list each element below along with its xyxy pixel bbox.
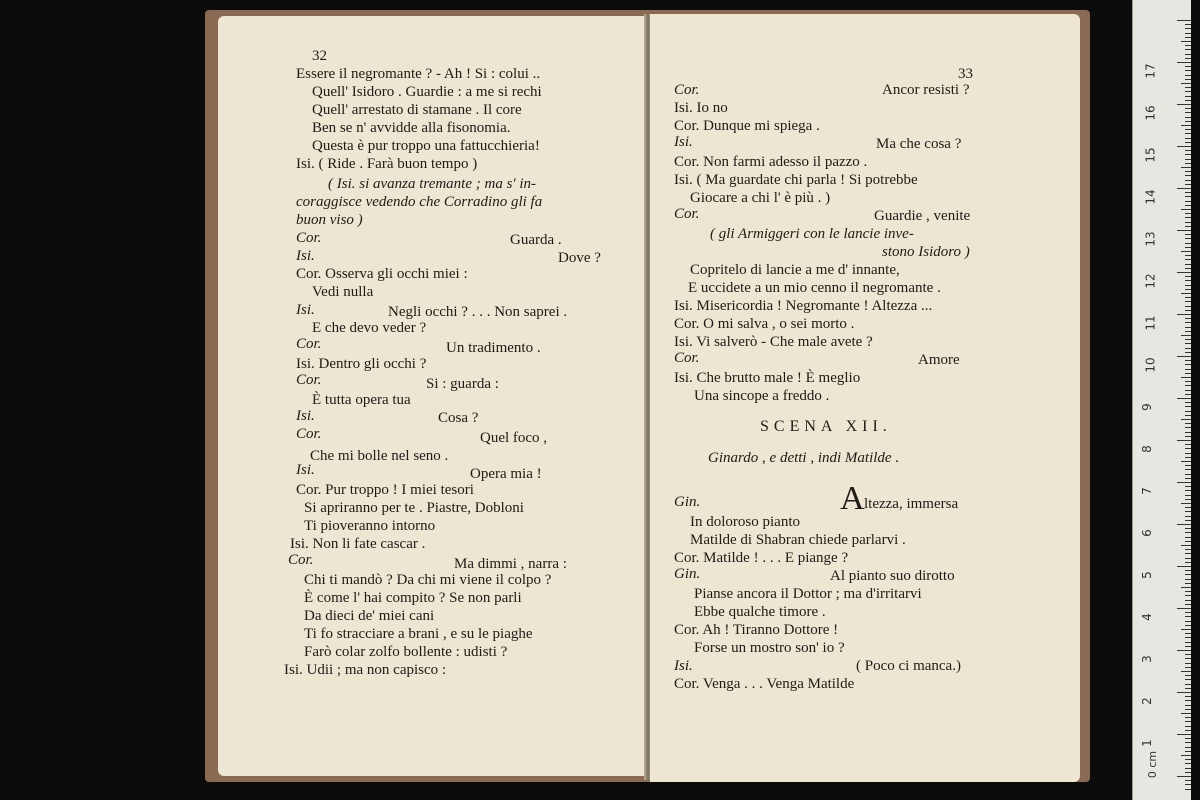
ruler-tick xyxy=(1177,272,1191,273)
ruler-number: 12 xyxy=(1143,273,1158,289)
text-line: Ebbe qualche timore . xyxy=(694,604,826,620)
ruler-number: 13 xyxy=(1143,231,1158,247)
text-line: Isi. Non li fate cascar . xyxy=(290,536,426,552)
ruler-tick xyxy=(1185,184,1191,185)
ruler-tick xyxy=(1177,482,1191,483)
speaker-label: Cor. xyxy=(296,336,322,352)
ruler-tick xyxy=(1185,24,1191,25)
ruler-tick xyxy=(1185,751,1191,752)
right-page xyxy=(650,14,1080,782)
ruler-tick xyxy=(1185,226,1191,227)
ruler-tick xyxy=(1185,742,1191,743)
ruler-number: 10 xyxy=(1143,357,1158,373)
text-line: Quel foco , xyxy=(480,430,548,446)
speaker-label: Cor. xyxy=(674,82,700,98)
ruler-tick xyxy=(1181,125,1191,126)
ruler-tick xyxy=(1185,58,1191,59)
text-line: Si apriranno per te . Piastre, Dobloni xyxy=(304,500,524,516)
speaker-label: Cor. xyxy=(296,230,322,246)
ruler-tick xyxy=(1185,196,1191,197)
text-line: Forse un mostro son' io ? xyxy=(694,640,845,656)
ruler-tick xyxy=(1185,717,1191,718)
text-line: È tutta opera tua xyxy=(312,392,411,408)
ruler-number: 3 xyxy=(1139,655,1154,663)
ruler-tick xyxy=(1185,768,1191,769)
ruler-tick xyxy=(1185,415,1191,416)
ruler-tick xyxy=(1185,301,1191,302)
ruler-tick xyxy=(1185,373,1191,374)
ruler-tick xyxy=(1185,453,1191,454)
ruler-tick xyxy=(1181,83,1191,84)
scene-subtitle: Ginardo , e detti , indi Matilde . xyxy=(708,450,900,466)
ruler-tick xyxy=(1185,612,1191,613)
ruler-tick xyxy=(1185,730,1191,731)
ruler-tick xyxy=(1185,121,1191,122)
ruler-tick xyxy=(1185,537,1191,538)
ruler-tick xyxy=(1185,478,1191,479)
ruler-tick xyxy=(1181,713,1191,714)
text-line: Farò colar zolfo bollente : udisti ? xyxy=(304,644,508,660)
ruler-tick xyxy=(1185,549,1191,550)
stage-direction: stono Isidoro ) xyxy=(882,244,970,260)
ruler-tick xyxy=(1185,772,1191,773)
ruler-tick xyxy=(1185,507,1191,508)
ruler-tick xyxy=(1185,117,1191,118)
ruler-number: 4 xyxy=(1139,613,1154,621)
speaker-label: Gin. xyxy=(674,566,701,582)
ruler-tick xyxy=(1185,138,1191,139)
ruler-tick xyxy=(1185,637,1191,638)
ruler-number: 15 xyxy=(1143,147,1158,163)
ruler-tick xyxy=(1185,70,1191,71)
ruler-tick xyxy=(1185,390,1191,391)
ruler-tick xyxy=(1185,343,1191,344)
text-line: Ti fo stracciare a brani , e su le piaghe xyxy=(304,626,533,642)
ruler-tick xyxy=(1177,398,1191,399)
ruler-tick xyxy=(1185,213,1191,214)
ruler-tick xyxy=(1185,423,1191,424)
ruler-tick xyxy=(1185,276,1191,277)
text-line: Ancor resisti ? xyxy=(882,82,970,98)
ruler-unit-label: 0 cm xyxy=(1146,750,1160,779)
ruler-tick xyxy=(1181,41,1191,42)
ruler-tick xyxy=(1185,201,1191,202)
ruler-tick xyxy=(1185,205,1191,206)
ruler-tick xyxy=(1185,444,1191,445)
ruler-tick xyxy=(1185,142,1191,143)
ruler-tick xyxy=(1185,684,1191,685)
text-line: Guardie , venite xyxy=(874,208,971,224)
text-line: Essere il negromante ? - Ah ! Si : colui .. xyxy=(296,66,541,82)
text-line: Isi. Udii ; ma non capisco : xyxy=(284,662,447,678)
ruler-tick xyxy=(1185,28,1191,29)
ruler-number: 17 xyxy=(1143,63,1158,79)
ruler-tick xyxy=(1185,369,1191,370)
ruler-tick xyxy=(1185,499,1191,500)
ruler-tick xyxy=(1185,112,1191,113)
ruler-tick xyxy=(1185,285,1191,286)
ruler-tick xyxy=(1177,734,1191,735)
ruler-tick xyxy=(1185,591,1191,592)
ruler-tick xyxy=(1177,314,1191,315)
text-line: Isi. Dentro gli occhi ? xyxy=(296,356,427,372)
ruler-tick xyxy=(1181,587,1191,588)
ruler-tick xyxy=(1181,167,1191,168)
ruler-tick xyxy=(1185,133,1191,134)
text-line: Pianse ancora il Dottor ; ma d'irritarvi xyxy=(694,586,922,602)
ruler-tick xyxy=(1185,327,1191,328)
ruler-tick xyxy=(1185,268,1191,269)
ruler-tick xyxy=(1177,146,1191,147)
ruler-number: 6 xyxy=(1139,529,1154,537)
ruler-tick xyxy=(1181,629,1191,630)
ruler-number: 1 xyxy=(1139,739,1154,747)
ruler-tick xyxy=(1185,511,1191,512)
ruler-tick xyxy=(1185,621,1191,622)
ruler-tick xyxy=(1181,377,1191,378)
ruler-tick xyxy=(1185,469,1191,470)
text-line: Cor. Matilde ! . . . E piange ? xyxy=(674,550,849,566)
speaker-label: Isi. xyxy=(296,462,315,478)
ruler-tick xyxy=(1185,570,1191,571)
ruler-tick xyxy=(1185,789,1191,790)
ruler-tick xyxy=(1177,188,1191,189)
ruler-tick xyxy=(1185,280,1191,281)
ruler-tick xyxy=(1177,566,1191,567)
ruler-tick xyxy=(1185,688,1191,689)
ruler-tick xyxy=(1185,49,1191,50)
text-line: Cor. Pur troppo ! I miei tesori xyxy=(296,482,474,498)
ruler-tick xyxy=(1185,516,1191,517)
page-number: 33 xyxy=(958,66,973,82)
ruler-tick xyxy=(1181,335,1191,336)
speaker-label: Isi. xyxy=(296,408,315,424)
ruler-tick xyxy=(1185,171,1191,172)
text-line: Cor. Osserva gli occhi miei : xyxy=(296,266,468,282)
ruler-tick xyxy=(1185,247,1191,248)
ruler-tick xyxy=(1185,658,1191,659)
text-line: Una sincope a freddo . xyxy=(694,388,830,404)
ruler-tick xyxy=(1177,356,1191,357)
ruler-tick xyxy=(1185,364,1191,365)
text-line: Ma dimmi , narra : xyxy=(454,556,567,572)
ruler-tick xyxy=(1185,54,1191,55)
ruler-tick xyxy=(1185,558,1191,559)
ruler-tick xyxy=(1185,360,1191,361)
ruler-tick xyxy=(1185,759,1191,760)
ruler-number: 8 xyxy=(1139,445,1154,453)
text-line: Dove ? xyxy=(558,250,601,266)
ruler-number: 11 xyxy=(1143,315,1158,331)
ruler-tick xyxy=(1185,159,1191,160)
speaker-label: Cor. xyxy=(288,552,314,568)
ruler-tick xyxy=(1177,524,1191,525)
text-line: Ben se n' avvidde alla fisonomia. xyxy=(312,120,511,136)
ruler-tick xyxy=(1185,96,1191,97)
ruler-tick xyxy=(1185,79,1191,80)
ruler-tick xyxy=(1185,532,1191,533)
speaker-label: Cor. xyxy=(296,372,322,388)
ruler-tick xyxy=(1185,339,1191,340)
ruler-tick xyxy=(1185,604,1191,605)
ruler-number: 16 xyxy=(1143,105,1158,121)
ruler-tick xyxy=(1185,100,1191,101)
ruler-tick xyxy=(1185,633,1191,634)
text-line: Amore xyxy=(918,352,960,368)
ruler-tick xyxy=(1185,352,1191,353)
speaker-label: Gin. xyxy=(674,494,701,510)
ruler-tick xyxy=(1185,259,1191,260)
ruler-tick xyxy=(1185,600,1191,601)
text-line: Questa è pur troppo una fattucchieria! xyxy=(312,138,540,154)
text-line: E uccidete a un mio cenno il negromante . xyxy=(688,280,941,296)
ruler-tick xyxy=(1177,650,1191,651)
ruler-tick xyxy=(1177,608,1191,609)
ruler-tick xyxy=(1185,642,1191,643)
ruler-tick xyxy=(1185,381,1191,382)
ruler-tick xyxy=(1185,625,1191,626)
speaker-label: Isi. xyxy=(296,302,315,318)
text-line: Quell' arrestato di stamane . Il core xyxy=(312,102,522,118)
left-page xyxy=(218,16,646,776)
ruler-tick xyxy=(1185,700,1191,701)
text-line: Isi. Che brutto male ! È meglio xyxy=(674,370,861,386)
speaker-label: Cor. xyxy=(296,426,322,442)
stage-direction: buon viso ) xyxy=(296,212,363,228)
ruler-tick xyxy=(1185,402,1191,403)
ruler-tick xyxy=(1185,705,1191,706)
ruler-tick xyxy=(1185,91,1191,92)
ruler-tick xyxy=(1185,432,1191,433)
ruler-tick xyxy=(1177,104,1191,105)
ruler-tick xyxy=(1185,411,1191,412)
text-line: In doloroso pianto xyxy=(690,514,800,530)
text-line: Si : guarda : xyxy=(426,376,499,392)
ruler-tick xyxy=(1185,474,1191,475)
ruler-tick xyxy=(1185,654,1191,655)
text-line: Quell' Isidoro . Guardie : a me si rechi xyxy=(312,84,542,100)
ruler-tick xyxy=(1185,348,1191,349)
ruler-tick xyxy=(1185,394,1191,395)
text-line: Opera mia ! xyxy=(470,466,542,482)
ruler-tick xyxy=(1181,419,1191,420)
text-line: È come l' hai compito ? Se non parli xyxy=(304,590,522,606)
ruler-tick xyxy=(1185,726,1191,727)
ruler-tick xyxy=(1185,574,1191,575)
ruler-tick xyxy=(1177,776,1191,777)
ruler-tick xyxy=(1185,243,1191,244)
ruler-tick xyxy=(1185,66,1191,67)
ruler-tick xyxy=(1185,465,1191,466)
ruler-tick xyxy=(1185,675,1191,676)
ruler-tick xyxy=(1185,37,1191,38)
text-line: Copritelo di lancie a me d' innante, xyxy=(690,262,900,278)
ruler-tick xyxy=(1185,255,1191,256)
ruler-tick xyxy=(1185,87,1191,88)
ruler-number: 5 xyxy=(1139,571,1154,579)
ruler-tick xyxy=(1185,528,1191,529)
text-line: E che devo veder ? xyxy=(312,320,427,336)
text-line: Cor. Ah ! Tiranno Dottore ! xyxy=(674,622,839,638)
ruler-tick xyxy=(1185,696,1191,697)
ruler-tick xyxy=(1185,780,1191,781)
ruler-tick xyxy=(1185,238,1191,239)
text-line: Matilde di Shabran chiede parlarvi . xyxy=(690,532,906,548)
ruler-tick xyxy=(1185,562,1191,563)
ruler-tick xyxy=(1185,721,1191,722)
ruler-tick xyxy=(1185,457,1191,458)
ruler-tick xyxy=(1185,154,1191,155)
text-line: Cor. Venga . . . Venga Matilde xyxy=(674,676,855,692)
ruler-tick xyxy=(1185,495,1191,496)
ruler-tick xyxy=(1185,310,1191,311)
ruler-tick xyxy=(1185,75,1191,76)
ruler-tick xyxy=(1177,692,1191,693)
drop-cap: A xyxy=(840,480,865,517)
ruler-tick xyxy=(1181,503,1191,504)
ruler-tick xyxy=(1185,297,1191,298)
ruler-tick xyxy=(1185,436,1191,437)
ruler-tick xyxy=(1185,427,1191,428)
text-line: Ti pioveranno intorno xyxy=(304,518,436,534)
ruler-tick xyxy=(1185,595,1191,596)
text-line: Da dieci de' miei cani xyxy=(304,608,435,624)
ruler-tick xyxy=(1185,679,1191,680)
ruler-number: 7 xyxy=(1139,487,1154,495)
speaker-label: Cor. xyxy=(674,350,700,366)
ruler-tick xyxy=(1185,222,1191,223)
scene-heading: SCENA XII. xyxy=(760,418,892,435)
speaker-label: Cor. xyxy=(674,206,700,222)
ruler-tick xyxy=(1185,175,1191,176)
ruler-tick xyxy=(1185,583,1191,584)
ruler-tick xyxy=(1185,180,1191,181)
text-line: Chi ti mandò ? Da chi mi viene il colpo ? xyxy=(304,572,552,588)
ruler-tick xyxy=(1185,264,1191,265)
stage-direction: coraggisce vedendo che Corradino gli fa xyxy=(296,194,543,210)
ruler-tick xyxy=(1181,671,1191,672)
text-line: Al pianto suo dirotto xyxy=(830,568,955,584)
ruler-tick xyxy=(1185,579,1191,580)
ruler-tick xyxy=(1181,209,1191,210)
ruler-tick xyxy=(1181,461,1191,462)
ruler-tick xyxy=(1185,33,1191,34)
ruler-tick xyxy=(1181,293,1191,294)
ruler-tick xyxy=(1185,406,1191,407)
ruler-tick xyxy=(1185,448,1191,449)
text-line: Cosa ? xyxy=(438,410,479,426)
text-line: Cor. Dunque mi spiega . xyxy=(674,118,820,134)
ruler-tick xyxy=(1185,385,1191,386)
text-line: Isi. ( Ma guardate chi parla ! Si potrebbe xyxy=(674,172,918,188)
stage-direction: ( Isi. si avanza tremante ; ma s' in- xyxy=(328,176,537,192)
text-line: Negli occhi ? . . . Non saprei . xyxy=(388,304,568,320)
ruler-tick xyxy=(1185,490,1191,491)
stage-direction: ( gli Armiggeri con le lancie inve- xyxy=(710,226,914,242)
ruler-tick xyxy=(1177,20,1191,21)
ruler-tick xyxy=(1177,440,1191,441)
speaker-label: Isi. xyxy=(296,248,315,264)
text-line: Ma che cosa ? xyxy=(876,136,962,152)
text-line: Un tradimento . xyxy=(446,340,541,356)
ruler-tick xyxy=(1185,663,1191,664)
text-line: Cor. Non farmi adesso il pazzo . xyxy=(674,154,868,170)
measurement-ruler xyxy=(1132,0,1191,800)
ruler-tick xyxy=(1185,331,1191,332)
text-line: Vedi nulla xyxy=(312,284,374,300)
ruler-tick xyxy=(1185,541,1191,542)
ruler-tick xyxy=(1185,616,1191,617)
ruler-tick xyxy=(1185,163,1191,164)
ruler-tick xyxy=(1185,108,1191,109)
ruler-tick xyxy=(1185,322,1191,323)
ruler-tick xyxy=(1185,486,1191,487)
ruler-number: 2 xyxy=(1139,697,1154,705)
text-line: Isi. Misericordia ! Negromante ! Altezza ... xyxy=(674,298,933,314)
ruler-tick xyxy=(1185,129,1191,130)
ruler-tick xyxy=(1185,520,1191,521)
speaker-label: Isi. xyxy=(674,658,693,674)
ruler-tick xyxy=(1185,192,1191,193)
ruler-tick xyxy=(1185,667,1191,668)
ruler-tick xyxy=(1185,217,1191,218)
ruler-tick xyxy=(1185,646,1191,647)
ruler-tick xyxy=(1185,289,1191,290)
text-line: Guarda . xyxy=(510,232,562,248)
ruler-tick xyxy=(1177,230,1191,231)
ruler-tick xyxy=(1185,784,1191,785)
ruler-tick xyxy=(1185,306,1191,307)
text-line: Isi. ( Ride . Farà buon tempo ) xyxy=(296,156,478,172)
text-line: Isi. Vi salverò - Che male avete ? xyxy=(674,334,873,350)
ruler-tick xyxy=(1181,755,1191,756)
page-number: 32 xyxy=(312,48,327,64)
speaker-label: Isi. xyxy=(674,134,693,150)
text-line: Cor. O mi salva , o sei morto . xyxy=(674,316,855,332)
ruler-number: 14 xyxy=(1143,189,1158,205)
ruler-tick xyxy=(1181,545,1191,546)
ruler-tick xyxy=(1177,62,1191,63)
ruler-tick xyxy=(1185,709,1191,710)
ruler-tick xyxy=(1185,318,1191,319)
text-line: Che mi bolle nel seno . xyxy=(310,448,449,464)
ruler-tick xyxy=(1181,251,1191,252)
text-line: ltezza, immersa xyxy=(864,496,959,512)
text-line: ( Poco ci manca.) xyxy=(856,658,961,674)
text-line: Isi. Io no xyxy=(674,100,728,116)
text-line: Giocare a chi l' è più . ) xyxy=(690,190,831,206)
ruler-tick xyxy=(1185,234,1191,235)
ruler-number: 9 xyxy=(1139,403,1154,411)
ruler-tick xyxy=(1185,738,1191,739)
ruler-tick xyxy=(1185,150,1191,151)
ruler-tick xyxy=(1185,763,1191,764)
ruler-tick xyxy=(1185,747,1191,748)
ruler-tick xyxy=(1185,45,1191,46)
ruler-tick xyxy=(1185,553,1191,554)
